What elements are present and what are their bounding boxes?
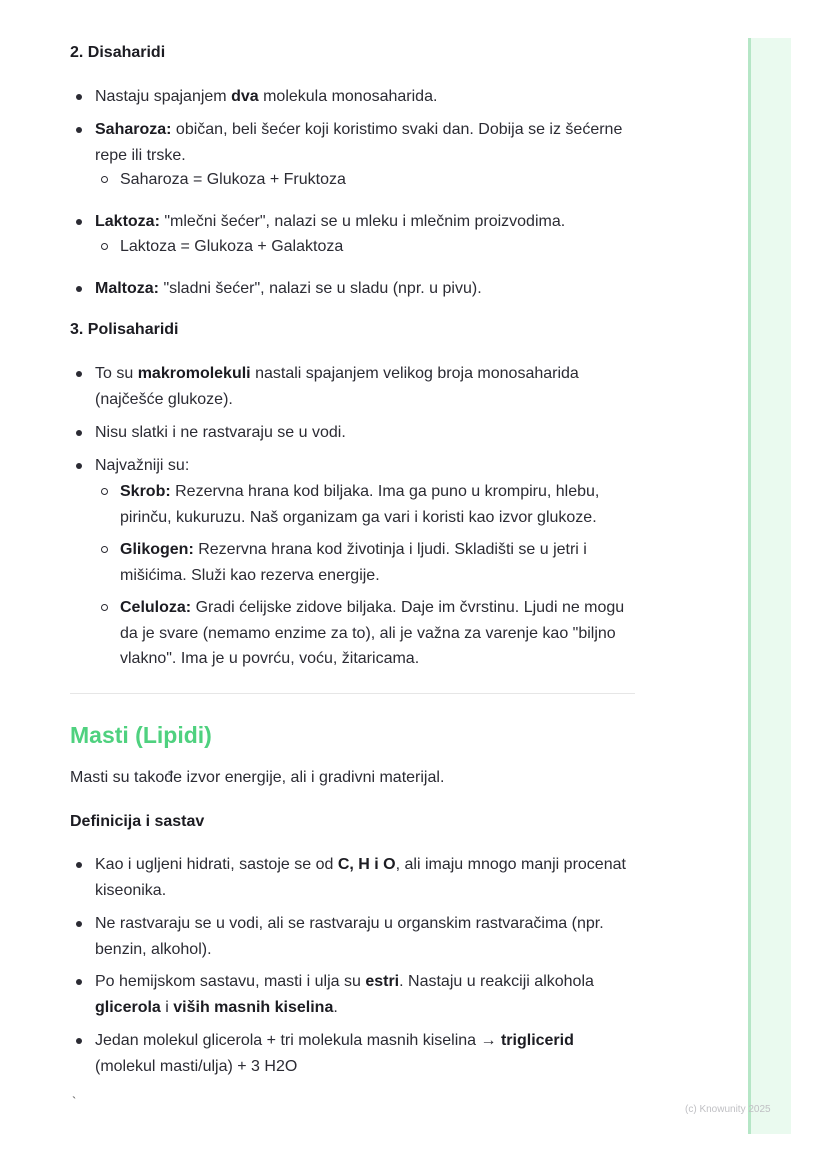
- section-title-masti: Masti (Lipidi): [70, 722, 212, 748]
- sub-item-saharoza-formula: Saharoza = Glukoza + Fruktoza: [120, 167, 640, 193]
- list-item: Nastaju spajanjem dva molekula monosaharida.: [95, 84, 640, 110]
- intro-paragraph: Masti su takođe izvor energije, ali i gradivni materijal.: [70, 769, 445, 786]
- list-item-saharoza: Saharoza: običan, beli šećer koji koristimo svaki dan. Dobija se iz šećerne repe ili trske.: [95, 117, 640, 168]
- list-item: Ne rastvaraju se u vodi, ali se rastvaraju u organskim rastvaračima (npr. benzin, alkohol).: [95, 911, 615, 962]
- side-panel: [748, 38, 791, 1134]
- sub-item-glikogen: Glikogen: Rezervna hrana kod životinja i ljudi. Skladišti se u jetri i mišićima. Služi kao rezerva energije.: [120, 537, 600, 588]
- list-item: Jedan molekul glicerola + tri molekula masnih kiselina → triglicerid (molekul masti/ulja) + 3 H2O: [95, 1028, 595, 1079]
- section-divider: [70, 693, 635, 694]
- footer-credit: (c) Knowunity 2025: [685, 1104, 771, 1115]
- list-item-laktoza: Laktoza: "mlečni šećer", nalazi se u mleku i mlečnim proizvodima.: [95, 209, 640, 235]
- sub-item-celuloza: Celuloza: Gradi ćelijske zidove biljaka. Daje im čvrstinu. Ljudi ne mogu da je svare (nemamo enzime za to), ali je važna za varenje kao "biljno vlakno". Ima je u povrću, voću, žitaricama.: [120, 595, 630, 672]
- heading-polisaharidi: 3. Polisaharidi: [70, 321, 179, 338]
- list-item: To su makromolekuli nastali spajanjem velikog broja monosaharida (najčešće glukoze).: [95, 361, 615, 412]
- list-item: Kao i ugljeni hidrati, sastoje se od C, H i O, ali imaju mnogo manji procenat kiseonika.: [95, 852, 640, 903]
- list-item: Nisu slatki i ne rastvaraju se u vodi.: [95, 420, 640, 446]
- list-item: Po hemijskom sastavu, masti i ulja su estri. Nastaju u reakciji alkohola glicerola i viših masnih kiselina.: [95, 969, 615, 1020]
- list-item-maltoza: Maltoza: "sladni šećer", nalazi se u sladu (npr. u pivu).: [95, 276, 640, 302]
- heading-definicija: Definicija i sastav: [70, 813, 205, 830]
- list-item: Najvažniji su:: [95, 453, 640, 479]
- sub-item-skrob: Skrob: Rezervna hrana kod biljaka. Ima ga puno u krompiru, hlebu, pirinču, kukuruzu. Naš organizam ga vari i koristi kao izvor glukoze.: [120, 479, 610, 530]
- stray-character: `: [72, 1094, 77, 1109]
- sub-item-laktoza-formula: Laktoza = Glukoza + Galaktoza: [120, 234, 640, 260]
- heading-disaharidi: 2. Disaharidi: [70, 44, 166, 61]
